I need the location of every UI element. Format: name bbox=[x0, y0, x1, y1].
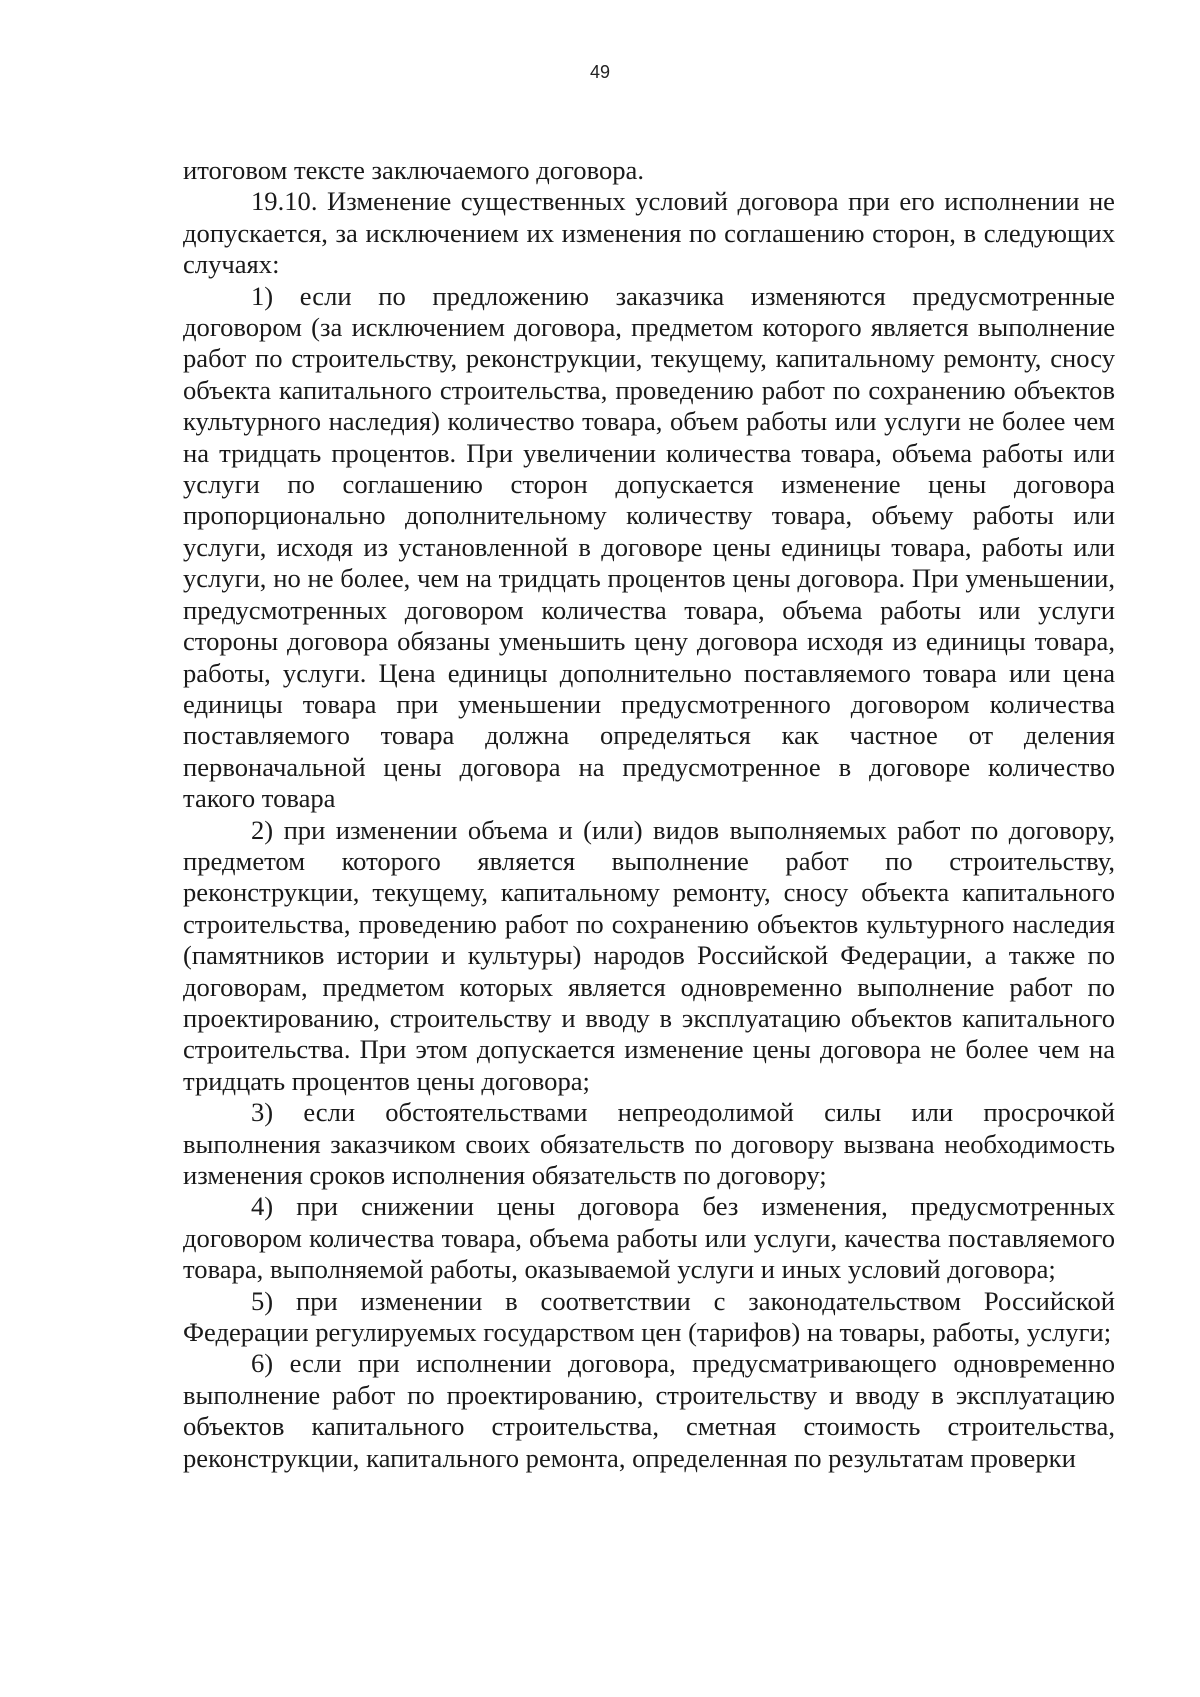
list-item-6: 6) если при исполнении договора, предусматривающего одновременно выполнение работ по проектированию, строительству и вводу в эксплуатацию объектов капитального строительства, сметная стоимость строительства, реконструкции, капитального ремонта, определенная по результатам проверки bbox=[183, 1348, 1115, 1473]
paragraph-19-10: 19.10. Изменение существенных условий договора при его исполнении не допускается, за исключением их изменения по соглашению сторон, в следующих случаях: bbox=[183, 186, 1115, 280]
list-item-2: 2) при изменении объема и (или) видов выполняемых работ по договору, предметом которого является выполнение работ по строительству, реконструкции, текущему, капитальному ремонту, сносу объекта капитального строительства, проведению работ по сохранению объектов культурного наследия (памятников истории и культуры) народов Российской Федерации, а также по договорам, предметом которых является одновременно выполнение работ по проектированию, строительству и вводу в эксплуатацию объектов капитального строительства. При этом допускается изменение цены договора не более чем на тридцать процентов цены договора; bbox=[183, 814, 1115, 1096]
list-item-3: 3) если обстоятельствами непреодолимой силы или просрочкой выполнения заказчиком своих обязательств по договору вызвана необходимость изменения сроков исполнения обязательств по договору; bbox=[183, 1097, 1115, 1190]
list-item-1: 1) если по предложению заказчика изменяются предусмотренные договором (за исключением договора, предметом которого является выполнение работ по строительству, реконструкции, текущему, капитальному ремонту, сносу объекта капитального строительства, проведению работ по сохранению объектов культурного наследия) количество товара, объем работы или услуги не более чем на тридцать процентов. При увеличении количества товара, объема работы или услуги по соглашению сторон допускается изменение цены договора пропорционально дополнительному количеству товара, объему работы или услуги, исходя из установленной в договоре цены единицы товара, работы или услуги, но не более, чем на тридцать процентов цены договора. При уменьшении, предусмотренных договором количества товара, объема работы или услуги стороны договора обязаны уменьшить цену договора исходя из единицы товара, работы, услуги. Цена единицы дополнительно поставляемого товара или цена единицы товара при уменьшении предусмотренного договором количества поставляемого товара должна определяться как частное от деления первоначальной цены договора на предусмотренное в договоре количество такого товара bbox=[183, 280, 1115, 814]
list-item-4: 4) при снижении цены договора без изменения, предусмотренных договором количества товара, объема работы или услуги, качества поставляемого товара, выполняемой работы, оказываемой услуги и иных условий договора; bbox=[183, 1191, 1115, 1285]
list-item-5: 5) при изменении в соответствии с законодательством Российской Федерации регулируемых государством цен (тарифов) на товары, работы, услуги; bbox=[183, 1285, 1115, 1348]
paragraph-continuation: итоговом тексте заключаемого договора. bbox=[183, 155, 644, 185]
page-number: 49 bbox=[589, 62, 611, 82]
document-body bbox=[183, 155, 1115, 1474]
